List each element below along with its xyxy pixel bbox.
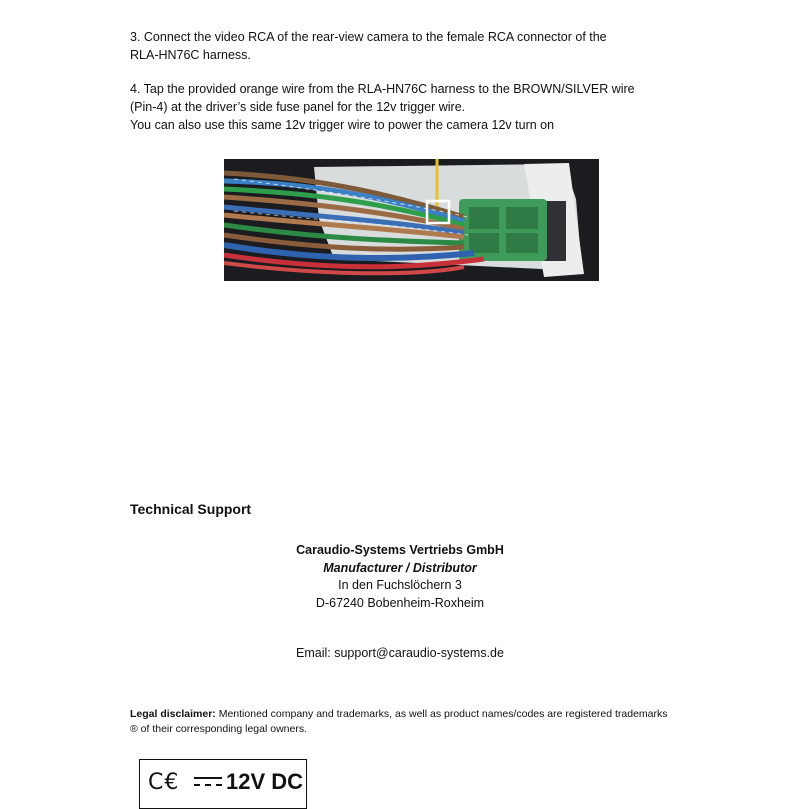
step-4-line-1: 4. Tap the provided orange wire from the RLA-HN76C harness to the BROWN/SILVER wire	[130, 82, 635, 96]
company-city: D-67240 Bobenheim-Roxheim	[315, 596, 485, 610]
dc-symbol-icon	[194, 777, 222, 789]
support-email: Email: support@caraudio-systems.de	[296, 646, 504, 660]
voltage-rating: 12V DC	[226, 769, 304, 794]
company-name: Caraudio-Systems Vertriebs GmbH	[296, 543, 504, 557]
step-3-instruction	[130, 28, 670, 64]
step-3-line-2: RLA-HN76C harness.	[130, 48, 251, 62]
technical-support-heading: Technical Support	[130, 501, 252, 517]
company-role: Manufacturer / Distributor	[323, 561, 477, 575]
step-4-line-2: (Pin-4) at the driver’s side fuse panel for the 12v trigger wire.	[130, 100, 466, 114]
ce-marking-box	[139, 759, 307, 809]
company-street: In den Fuchslöchern 3	[338, 578, 462, 592]
fuse-panel-wiring-photo	[224, 159, 599, 281]
legal-disclaimer-text: Mentioned company and trademarks, as well as product names/codes are registered trademarks ® of their corresponding legal owners.	[130, 708, 668, 735]
legal-disclaimer	[130, 707, 670, 737]
step-4-line-3: You can also use this same 12v trigger wire to power the camera 12v turn on	[130, 118, 555, 132]
step-3-line-1: 3. Connect the video RCA of the rear-view camera to the female RCA connector of the	[130, 30, 607, 44]
ce-mark: C€	[148, 770, 180, 795]
legal-disclaimer-label: Legal disclaimer:	[130, 708, 216, 720]
step-4-instruction	[130, 80, 690, 134]
